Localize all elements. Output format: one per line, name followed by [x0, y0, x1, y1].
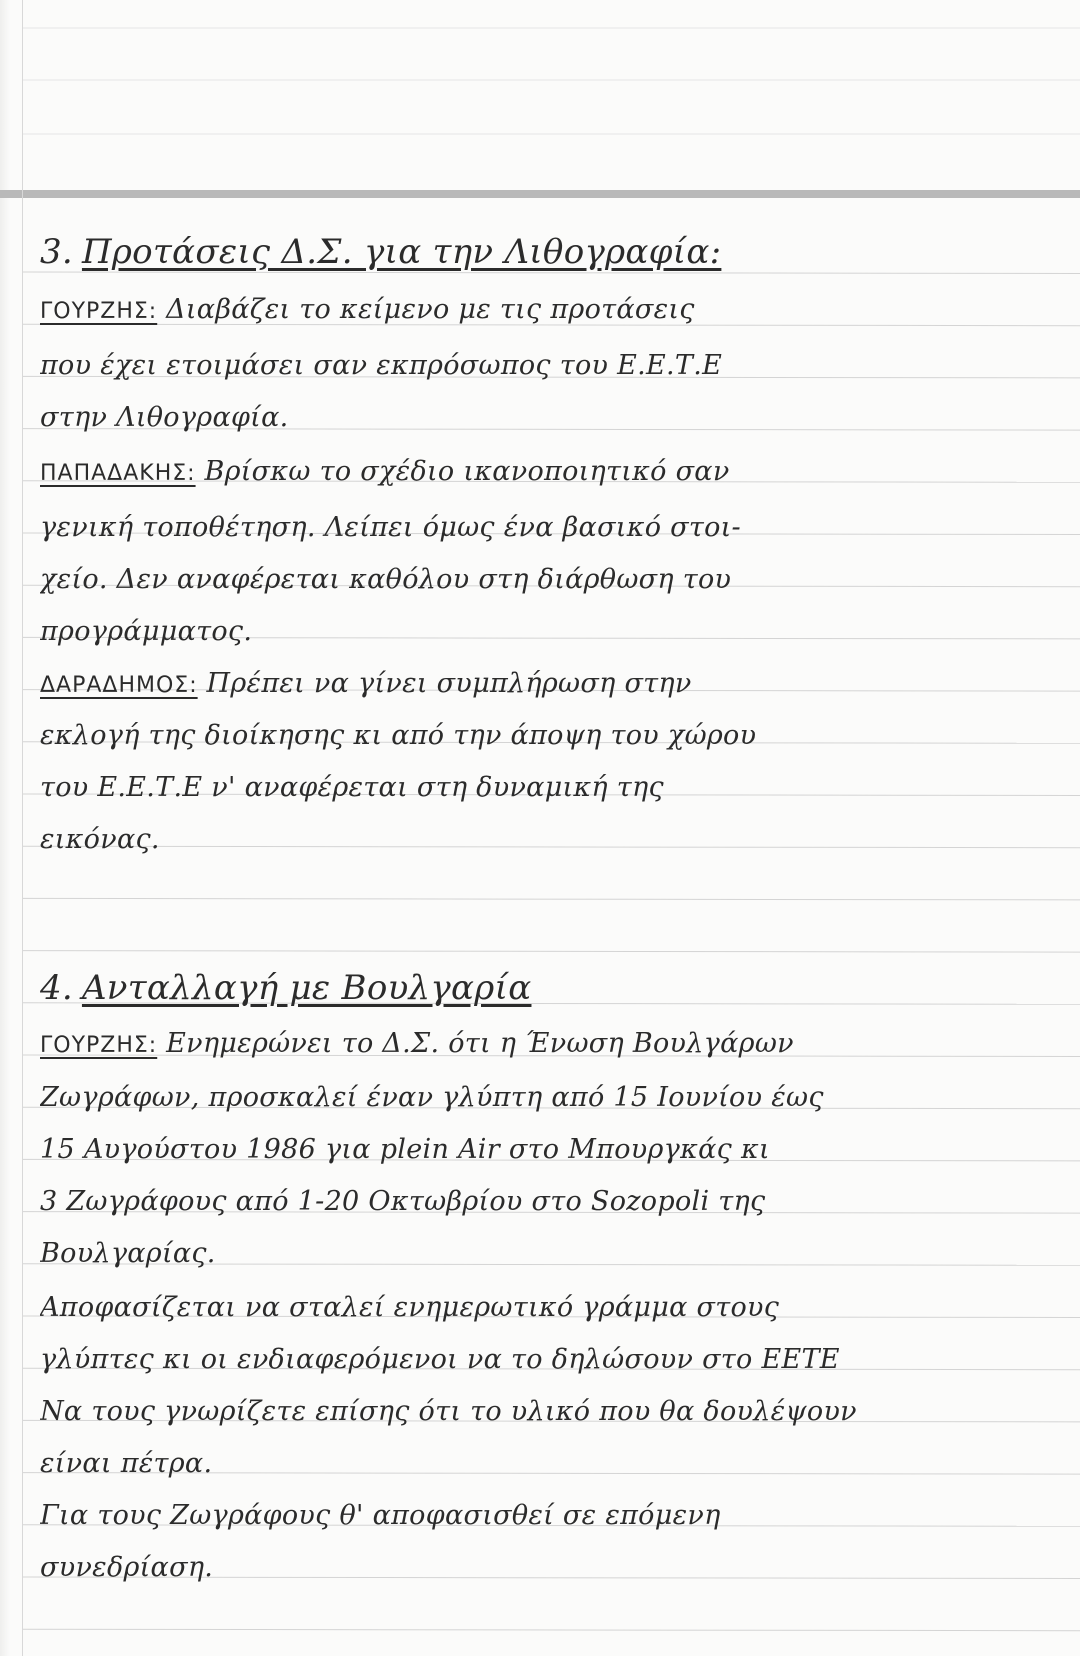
section4-title: Ανταλλαγή με Βουλγαρία	[81, 968, 532, 1008]
section3-line11: εικόνας.	[40, 824, 160, 855]
section3-line2: που έχει ετοιμάσει σαν εκπρόσωπος του Ε.Ε.Τ.Ε	[40, 350, 723, 381]
section3-line3: στην Λιθογραφία.	[40, 402, 289, 433]
section4-line7: γλύπτες κι οι ενδιαφερόμενοι να το δηλώσουν στο ΕΕΤΕ	[40, 1344, 840, 1375]
section4-line9: είναι πέτρα.	[40, 1448, 213, 1479]
section3-number: 3.	[40, 232, 74, 272]
section3-line10: του Ε.Ε.Τ.Ε ν' αναφέρεται στη δυναμική της	[40, 772, 664, 803]
section4-line4: 3 Ζωγράφους από 1-20 Οκτωβρίου στο Sozopoli της	[40, 1186, 766, 1217]
section4-line8: Να τους γνωρίζετε επίσης ότι το υλικό που θα δουλέψουν	[40, 1396, 857, 1427]
section4-line3: 15 Αυγούστου 1986 για plein Air στο Μπουργκάς κι	[40, 1134, 770, 1165]
section3-line9: εκλογή της διοίκησης κι από την άποψη του χώρου	[40, 720, 757, 751]
speaker-gourzis-2: ΓΟΥΡΖΗΣ:	[40, 1033, 158, 1058]
section3-line8: ΔΑΡΑΔΗΜΟΣ: Πρέπει να γίνει συμπλήρωση στην	[40, 668, 692, 699]
speaker-gourzis: ΓΟΥΡΖΗΣ:	[40, 299, 158, 324]
section3-line7: προγράμματος.	[40, 616, 253, 647]
section4-line10: Για τους Ζωγράφους θ' αποφασισθεί σε επόμενη	[40, 1500, 721, 1531]
section3-heading	[40, 232, 1060, 275]
section4-heading	[40, 968, 1060, 1011]
section3-title: Προτάσεις Δ.Σ. για την Λιθογραφία:	[81, 232, 722, 272]
section3-line1: ΓΟΥΡΖΗΣ: Διαβάζει το κείμενο με τις προτάσεις	[40, 294, 695, 325]
section3-line6: χείο. Δεν αναφέρεται καθόλου στη διάρθωση του	[40, 564, 732, 595]
section4-line6: Αποφασίζεται να σταλεί ενημερωτικό γράμμα στους	[40, 1292, 780, 1323]
section4-line5: Βουλγαρίας.	[40, 1238, 216, 1269]
section3-line5: γενική τοποθέτηση. Λείπει όμως ένα βασικό στοι-	[40, 512, 741, 543]
speaker-daradimos: ΔΑΡΑΔΗΜΟΣ:	[40, 673, 198, 698]
section3-line4: ΠΑΠΑΔΑΚΗΣ: Βρίσκω το σχέδιο ικανοποιητικό σαν	[40, 456, 730, 487]
speaker-papadakis: ΠΑΠΑΔΑΚΗΣ:	[40, 461, 196, 486]
section4-line1: ΓΟΥΡΖΗΣ: Ενημερώνει το Δ.Σ. ότι η Ένωση Βουλγάρων	[40, 1028, 794, 1059]
section4-line2: Ζωγράφων, προσκαλεί έναν γλύπτη από 15 Ιουνίου έως	[40, 1082, 824, 1113]
section4-number: 4.	[40, 968, 74, 1008]
section4-line11: συνεδρίαση.	[40, 1552, 214, 1583]
